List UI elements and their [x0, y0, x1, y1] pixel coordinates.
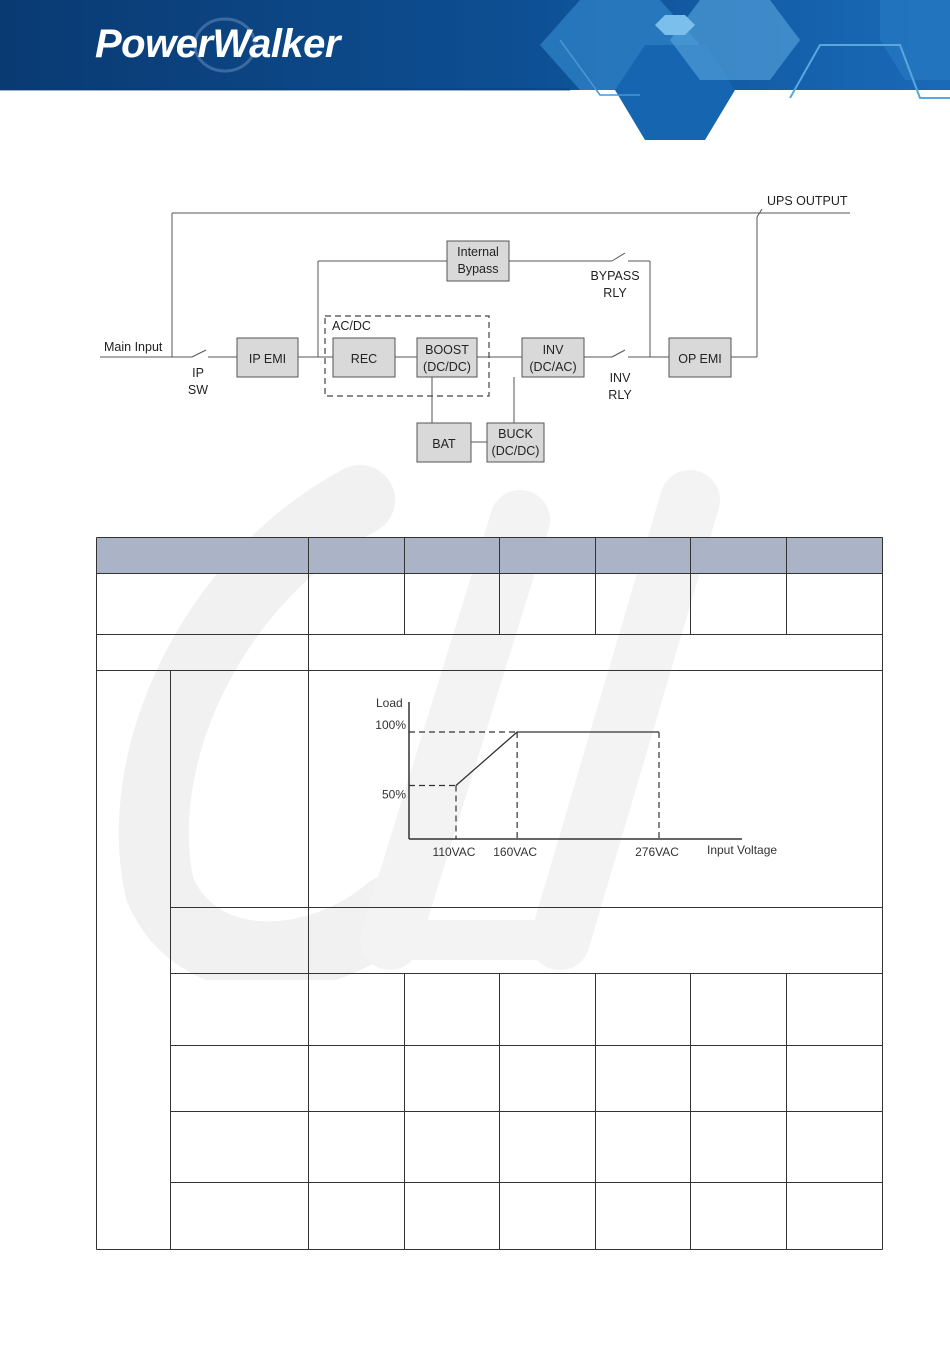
- label-inv-1: INV: [542, 343, 564, 357]
- chart-y-label: Load: [376, 696, 403, 710]
- label-bat: BAT: [432, 437, 456, 451]
- label-buck-1: BUCK: [498, 427, 533, 441]
- label-buck-2: (DC/DC): [491, 444, 540, 458]
- chart-x-tick: 160VAC: [493, 845, 538, 859]
- chart-y-tick: 50%: [381, 787, 406, 802]
- label-inv-rly-2: RLY: [608, 388, 632, 402]
- chart-y-tick: 100%: [375, 718, 406, 732]
- label-acdc: AC/DC: [332, 319, 371, 333]
- label-inv-2: (DC/AC): [529, 360, 577, 374]
- header-banner: [0, 0, 950, 140]
- ups-block-diagram: [0, 185, 950, 475]
- brand-logo: PowerWalker: [95, 22, 340, 66]
- spec-table-grid: [96, 537, 883, 1250]
- label-bypass-rly-1: BYPASS: [590, 269, 640, 283]
- table-header-row: [97, 538, 883, 574]
- label-ip-sw-2: SW: [187, 383, 209, 397]
- label-internal-bypass-2: Bypass: [457, 262, 499, 276]
- label-op-emi: OP EMI: [678, 352, 722, 366]
- label-ip-sw-1: IP: [192, 366, 204, 380]
- label-internal-bypass-1: Internal: [457, 245, 499, 259]
- label-ups-output: UPS OUTPUT: [767, 194, 848, 208]
- label-boost-1: BOOST: [425, 343, 469, 357]
- label-inv-rly-1: INV: [609, 371, 631, 385]
- label-bypass-rly-2: RLY: [603, 286, 627, 300]
- label-ip-emi: IP EMI: [248, 352, 287, 366]
- chart-x-tick: 276VAC: [635, 845, 679, 859]
- label-boost-2: (DC/DC): [423, 360, 471, 374]
- chart-x-label: Input Voltage: [707, 843, 778, 857]
- page-header: [0, 0, 950, 140]
- label-main-input: Main Input: [104, 340, 163, 354]
- label-rec: REC: [350, 352, 378, 366]
- chart-x-tick: 110VAC: [432, 845, 476, 859]
- spec-table: [96, 537, 883, 1250]
